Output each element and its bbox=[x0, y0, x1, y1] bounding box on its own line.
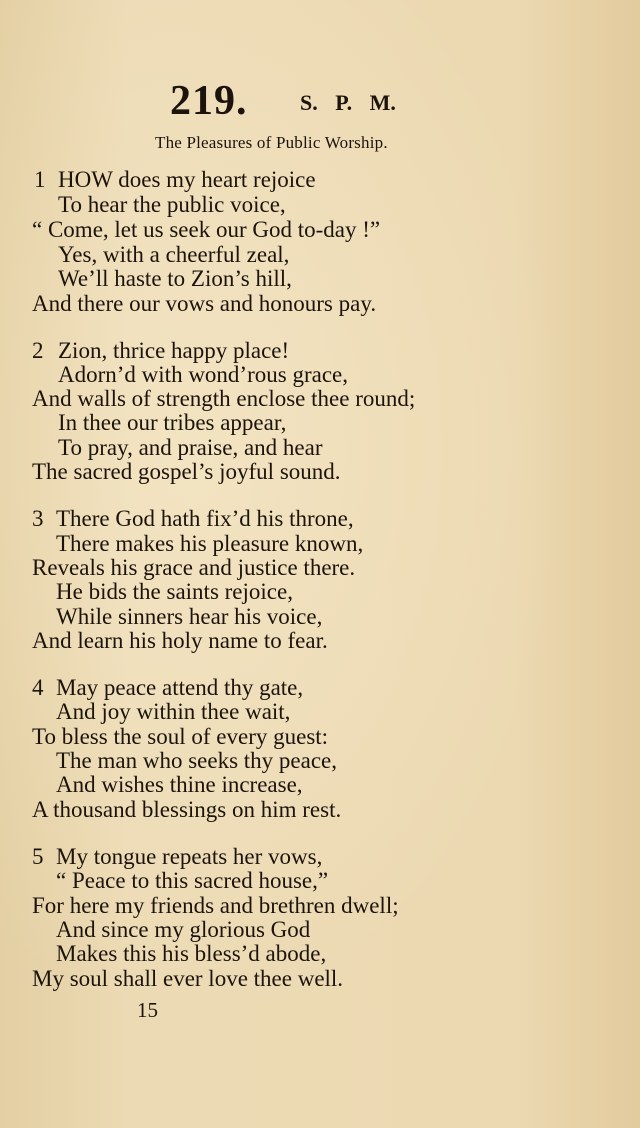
hymn-number: 219. bbox=[170, 78, 248, 124]
verse-number: 5 bbox=[32, 844, 44, 869]
verse-line: To bless the soul of every guest: bbox=[32, 724, 329, 749]
hymn-header bbox=[0, 78, 640, 128]
verse-line: While sinners hear his voice, bbox=[56, 604, 323, 629]
verse-line: My soul shall ever love thee well. bbox=[32, 966, 344, 991]
verse-number: 2 bbox=[32, 338, 44, 363]
verse-line: Makes this his bless’d abode, bbox=[56, 941, 327, 966]
verse-number: 4 bbox=[32, 675, 44, 700]
verse-line: And walls of strength enclose thee round; bbox=[32, 386, 416, 411]
signature-mark: 15 bbox=[137, 998, 158, 1022]
verse-line: HOW does my heart rejoice bbox=[58, 167, 316, 192]
hymn-meter: S. P. M. bbox=[300, 90, 396, 115]
verse-line: And learn his holy name to fear. bbox=[32, 628, 328, 653]
verse-line: The sacred gospel’s joyful sound. bbox=[32, 459, 341, 484]
verse-line: The man who seeks thy peace, bbox=[56, 748, 338, 773]
verse-line: Reveals his grace and justice there. bbox=[32, 555, 356, 580]
verse-number: 1 bbox=[34, 167, 46, 192]
verse-line: Adorn’d with wond’rous grace, bbox=[58, 362, 348, 387]
verse-line: And joy within thee wait, bbox=[56, 699, 291, 724]
verse-line: For here my friends and brethren dwell; bbox=[32, 893, 399, 918]
verse-line: To hear the public voice, bbox=[58, 192, 286, 217]
verse-line: He bids the saints rejoice, bbox=[56, 579, 293, 604]
verse-line: A thousand blessings on him rest. bbox=[32, 797, 342, 822]
verse-line: There God hath fix’d his throne, bbox=[56, 506, 354, 531]
verse-line: To pray, and praise, and hear bbox=[58, 435, 323, 460]
verse-line: We’ll haste to Zion’s hill, bbox=[58, 266, 292, 291]
verse-line: And wishes thine increase, bbox=[56, 772, 303, 797]
verse-line: And there our vows and honours pay. bbox=[32, 291, 377, 316]
verse-line: In thee our tribes appear, bbox=[58, 410, 287, 435]
verse-line: And since my glorious God bbox=[56, 917, 311, 942]
verse-line: Yes, with a cheerful zeal, bbox=[58, 242, 290, 267]
verse-line: My tongue repeats her vows, bbox=[56, 844, 323, 869]
verse-line: “ Come, let us seek our God to-day !” bbox=[32, 217, 381, 242]
verse-line: There makes his pleasure known, bbox=[56, 531, 364, 556]
verse-number: 3 bbox=[32, 506, 44, 531]
verse-line: Zion, thrice happy place! bbox=[58, 338, 290, 363]
hymn-title: The Pleasures of Public Worship. bbox=[155, 133, 388, 152]
verse-line: May peace attend thy gate, bbox=[56, 675, 304, 700]
verse-line: “ Peace to this sacred house,” bbox=[56, 868, 329, 893]
